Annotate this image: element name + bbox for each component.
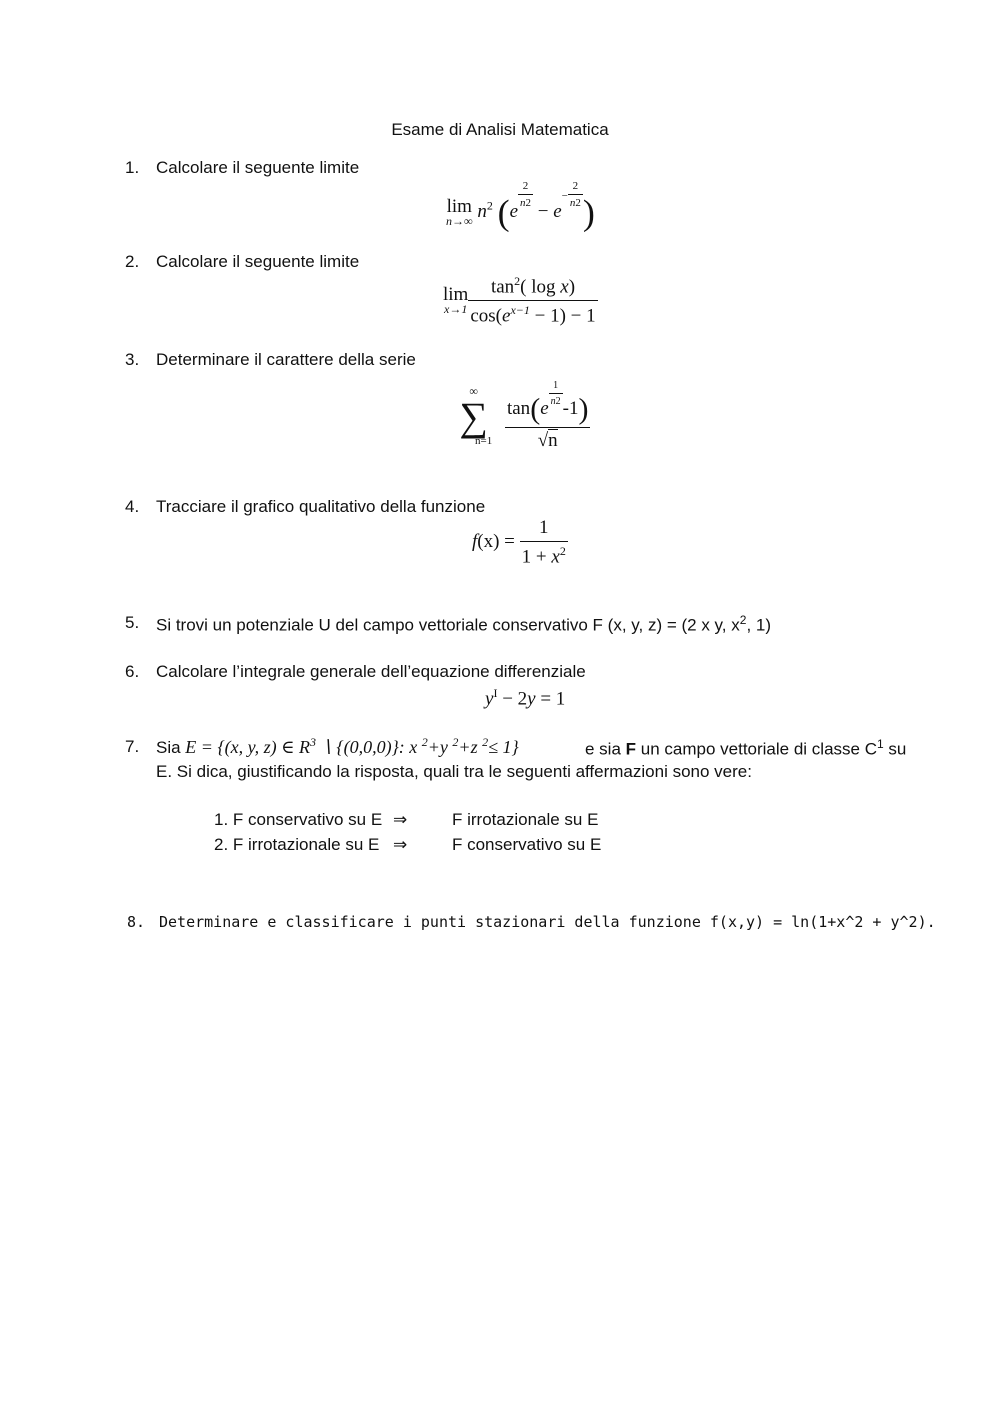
q2-text: Calcolare il seguente limite (156, 252, 360, 271)
q6-number: 6. (125, 662, 140, 681)
q8-text: Determinare e classificare i punti stazionari della funzione f(x,y) = ln(1+x^2 + y^2). (159, 913, 936, 931)
q4-formula: f(x) = $\frac{1}{1 + x^2}$ (472, 517, 566, 568)
q7-line1-tail: e sia F un campo vettoriale di classe $C^1$ su (585, 737, 907, 759)
q7-item-1-right: F irrotazionale su E (452, 810, 599, 829)
q4-text: Tracciare il grafico qualitativo della funzione (156, 497, 486, 516)
q3-number: 3. (125, 350, 140, 369)
q6-text: Calcolare l’integrale generale dell’equazione differenziale (156, 662, 586, 681)
q7-number: 7. (125, 737, 140, 756)
q7-line2: E. Si dica, giustificando la risposta, quali tra le seguenti affermazioni sono vere: (156, 762, 752, 781)
q3-formula: ∞ ∑ n=1 tan(e $\frac{1}{n2}$ -1) √n (459, 380, 589, 451)
q2-number: 2. (125, 252, 140, 271)
q3-text: Determinare il carattere della serie (156, 350, 416, 369)
q1-formula: lim n→∞ $n^2$ (e $\frac{2}{n2}$ − e− $\frac{2}{n2}$ ) (446, 180, 595, 233)
q7-line1: Sia E = {(x, y, z) ∈ $R^3$ ∖ {(0,0,0)}: x $^2$+y $^2$+z $^2$≤ 1} (156, 735, 519, 757)
q7-item-1-left: 1. F conservativo su E (214, 810, 383, 829)
q7-item-2-left: 2. F irrotazionale su E (214, 835, 380, 854)
q4-number: 4. (125, 497, 140, 516)
q2-formula: lim x→1 $\frac{\tan^2( \log x)}{\cos(e^{x-1} - 1) - 1}$ (443, 274, 596, 327)
q6-formula: $y^I - 2y = 1$ (485, 686, 566, 710)
q5-number: 5. (125, 613, 140, 632)
q7-item-1-arrow: ⇒ (393, 810, 408, 829)
q7-item-2-arrow: ⇒ (393, 835, 408, 854)
q7-item-2-right: F conservativo su E (452, 835, 602, 854)
q5-text: Si trovi un potenziale U del campo vettoriale conservativo F (x, y, z) = (2 x y, $x^2$, 1) (156, 613, 771, 635)
q1-number: 1. (125, 158, 140, 177)
q1-text: Calcolare il seguente limite (156, 158, 360, 177)
q8-number: 8. (127, 913, 146, 931)
page-title: Esame di Analisi Matematica (391, 120, 609, 139)
